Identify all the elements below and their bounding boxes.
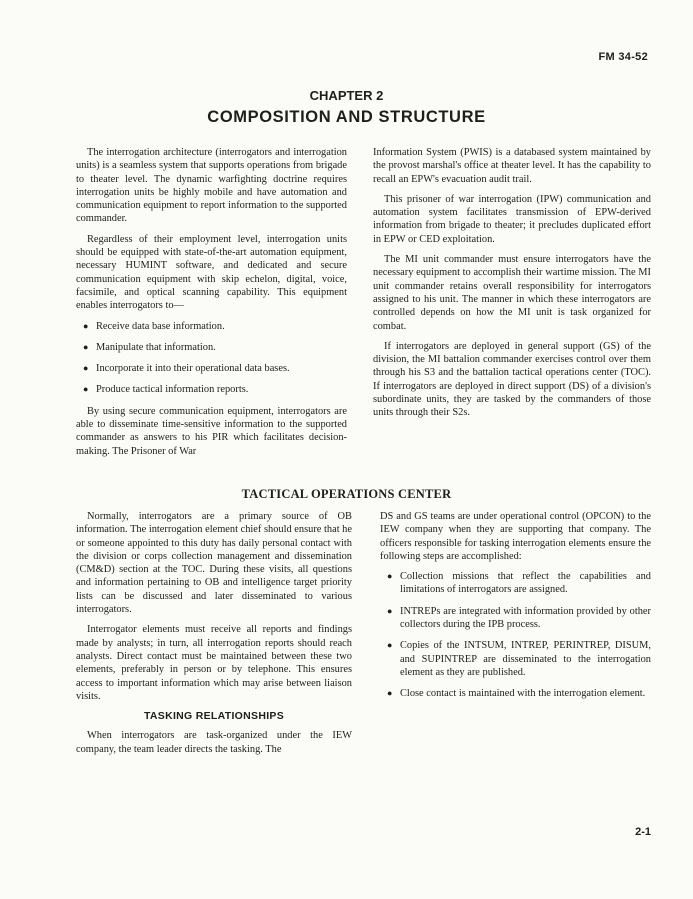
intro-column-right [373,146,651,427]
intro-paragraph-5: This prisoner of war interrogation (IPW) communication and automation system facilitates transmission of EPW-derived information from brigade to theater; it precludes duplicated effort in EPW or CED exploitation. [373,193,651,245]
bullet-icon: ● [387,605,393,616]
tasking-steps-list [380,570,651,700]
list-item: ● Copies of the INTSUM, INTREP, PERINTREP, DISUM, and SUPINTREP are disseminated to the interrogation element as they are published. [387,640,651,678]
tasking-paragraph-2: DS and GS teams are under operational control (OPCON) to the IEW company when they are supporting that company. The officers responsible for tasking interrogation elements ensure the following steps are accomplished: [380,511,651,562]
tasking-column-right [380,510,651,709]
page-number: 2-1 [635,826,651,838]
subheading-tasking: TASKING RELATIONSHIPS [143,710,285,723]
list-item: ● Produce tactical information reports. [83,384,249,396]
toc-column-left [76,510,352,763]
bullet-icon: ● [387,571,393,582]
chapter-title: COMPOSITION AND STRUCTURE [207,108,486,126]
chapter-number: CHAPTER 2 [309,88,384,103]
bullet-icon: ● [387,688,393,699]
tasking-paragraph-1: When interrogators are task-organized under the IEW company, the team leader directs the tasking. The [76,730,352,755]
intro-paragraph-2: Regardless of their employment level, interrogation units should be equipped with state-of-the-art automation equipment, necessary HUMINT software, and dedicated and secure communication equipment with skip echelon, digital, voice, facsimile, and optical scanning capability. This equipment enables interrogators to— [76,233,347,312]
bullet-icon: ● [387,640,393,651]
toc-paragraph-2: Interrogator elements must receive all reports and findings made by analysts; in turn, all interrogation reports should reach analysts. Direct contact must be maintained between these two elements, preferably in person or by telephone. This ensures access to important information which may arise between liaison visits. [76,624,352,702]
intro-paragraph-4: Information System (PWIS) is a databased system maintained by the provost marshal's office at theater level. It has the capability to recall an EPW's evacuation audit trail. [373,147,651,185]
running-head: FM 34-52 [598,51,648,63]
list-item: ● Incorporate it into their operational data bases. [83,363,290,375]
list-item: ● Manipulate that information. [83,341,216,353]
list-item: ● Close contact is maintained with the interrogation element. [387,688,646,700]
intro-paragraph-3: By using secure communication equipment, interrogators are able to disseminate time-sensitive information to the supported commander as answers to his PIR which facilitates decision-making. The Prisoner of War [76,405,347,457]
intro-paragraph-7: If interrogators are deployed in general support (GS) of the division, the MI battalion commander exercises control over them through his S3 and the battalion tactical operations center (TOC). If interrogators are deployed in direct support (DS) of a division's subordinate units, they are tasked by the commanders of those units through their S2s. [373,340,651,419]
intro-column-left [76,146,347,465]
list-item: ● Receive data base information. [83,320,225,332]
intro-paragraph-6: The MI unit commander must ensure interrogators have the necessary equipment to accomplish their wartime mission. The MI unit commander retains overall responsibility for interrogators assigned to his unit. The manner in which these interrogators are controlled depends on how the MI unit is task organized for combat. [373,254,651,332]
section-heading-toc: TACTICAL OPERATIONS CENTER [241,487,452,501]
capability-list [76,320,347,397]
bullet-icon: ● [83,384,89,395]
bullet-icon: ● [83,363,89,374]
bullet-icon: ● [83,341,89,352]
bullet-icon: ● [83,320,89,331]
intro-paragraph-1: The interrogation architecture (interrogators and interrogation units) is a seamless system that supports operations from brigade to theater level. The dynamic warfighting doctrine requires interrogation units be highly mobile and have automation and communication equipment to report information to the supported commander. [76,147,347,225]
list-item: ● Collection missions that reflect the capabilities and limitations of interrogators are assigned. [387,571,651,596]
toc-paragraph-1: Normally, interrogators are a primary source of OB information. The interrogation element chief should ensure that he or someone appointed to this duty has daily personal contact with the division or corps collection management and dissemination (CM&D) section at the TOC. During these visits, all questions and information pertaining to OB and intelligence target priority lists can be discussed and later disseminated to various interrogators. [76,511,352,616]
list-item: ● INTREPs are integrated with information provided by other collectors during the IPB process. [387,605,651,631]
